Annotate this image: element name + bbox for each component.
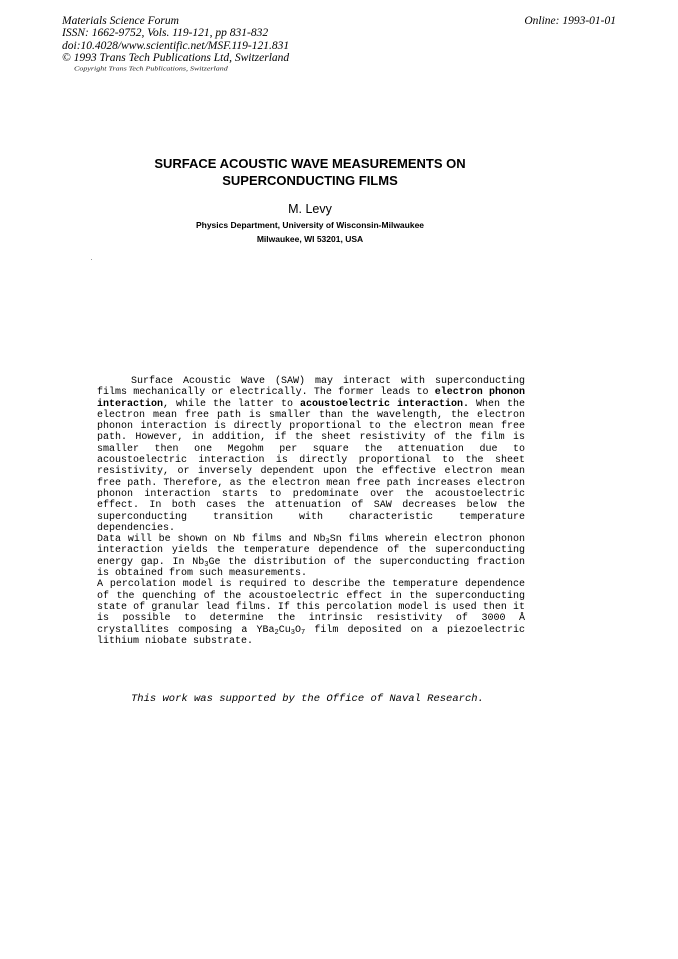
abstract-paragraph-1 bbox=[97, 376, 525, 534]
text-run: film deposited on a piezoelectric lithium niobate substrate. bbox=[97, 624, 525, 647]
online-date: Online: 1993-01-01 bbox=[524, 15, 616, 27]
abstract bbox=[97, 376, 525, 647]
text-run: Cu bbox=[278, 624, 291, 636]
issn-line: ISSN: 1662-9752, Vols. 119-121, pp 831-832 bbox=[62, 27, 269, 40]
bold-term: acoustoelectric interaction. bbox=[299, 398, 469, 410]
text-run: O bbox=[294, 624, 301, 636]
text-run: Sn films wherein electron phonon interaction yields the temperature dependence of the superconducting energy gap. In Nb bbox=[97, 534, 525, 568]
title-block bbox=[0, 155, 620, 245]
subscript: 2 bbox=[274, 628, 279, 637]
bold-term: electron phonon interaction bbox=[97, 387, 525, 410]
subscript: 3 bbox=[290, 628, 295, 637]
author-name: M. Levy bbox=[288, 202, 332, 216]
affiliation-line1: Physics Department, University of Wisconsin-Milwaukee bbox=[195, 220, 425, 230]
abstract-paragraph-2 bbox=[97, 534, 525, 579]
text-run: Surface Acoustic Wave (SAW) may interact with superconducting films mechanically or electrically. The former leads to bbox=[97, 376, 525, 399]
copyright-stamp: Copyright Trans Tech Publications, Switzerland bbox=[74, 64, 228, 72]
text-run: A percolation model is required to describe the temperature dependence of the quenching of the acoustoelectric effect in the superconducting state of granular lead films. If this percolation model is used then it is possible to determine the intrinsic resistivity of 3000 Å crystallites composing a YBa bbox=[97, 579, 525, 636]
doi-line: doi:10.4028/www.scientific.net/MSF.119-121.831 bbox=[62, 39, 290, 52]
subscript: 3 bbox=[325, 538, 330, 547]
subscript: 3 bbox=[204, 560, 209, 569]
subscript: 7 bbox=[300, 628, 306, 637]
affiliation-line2: Milwaukee, WI 53201, USA bbox=[256, 234, 364, 244]
paper-title-line2: SUPERCONDUCTING FILMS bbox=[222, 173, 398, 188]
journal-name: Materials Science Forum bbox=[62, 15, 179, 27]
publication-header bbox=[62, 15, 289, 75]
paper-title-line1: SURFACE ACOUSTIC WAVE MEASUREMENTS ON bbox=[154, 156, 466, 171]
text-run: , while the latter to bbox=[163, 398, 300, 410]
scan-speck bbox=[91, 259, 92, 260]
copyright-line: © 1993 Trans Tech Publications Ltd, Switzerland bbox=[62, 52, 290, 65]
acknowledgment: This work was supported by the Office of Naval Research. bbox=[131, 693, 484, 705]
text-run: When the electron mean free path is smaller than the wavelength, the electron phonon interaction is directly proportional to the electron mean free path. However, in addition, if the sheet resistivity of the film is smaller then one Megohm per square the attenuation due to acoustoelectric interaction is directly proportional to the sheet resistivity, or inversely dependent upon the effective electron mean free path. Therefore, as the electron mean free path increases electron phonon interaction starts to predominate over the acoustoelectric effect. In both cases the attenuation of SAW decreases below the superconducting transition with characteristic temperature dependencies. bbox=[97, 398, 525, 534]
abstract-paragraph-3 bbox=[97, 579, 525, 647]
text-run: Data will be shown on Nb films and Nb bbox=[97, 534, 326, 546]
text-run: Ge the distribution of the superconducting fraction is obtained from such measurements. bbox=[97, 556, 525, 580]
